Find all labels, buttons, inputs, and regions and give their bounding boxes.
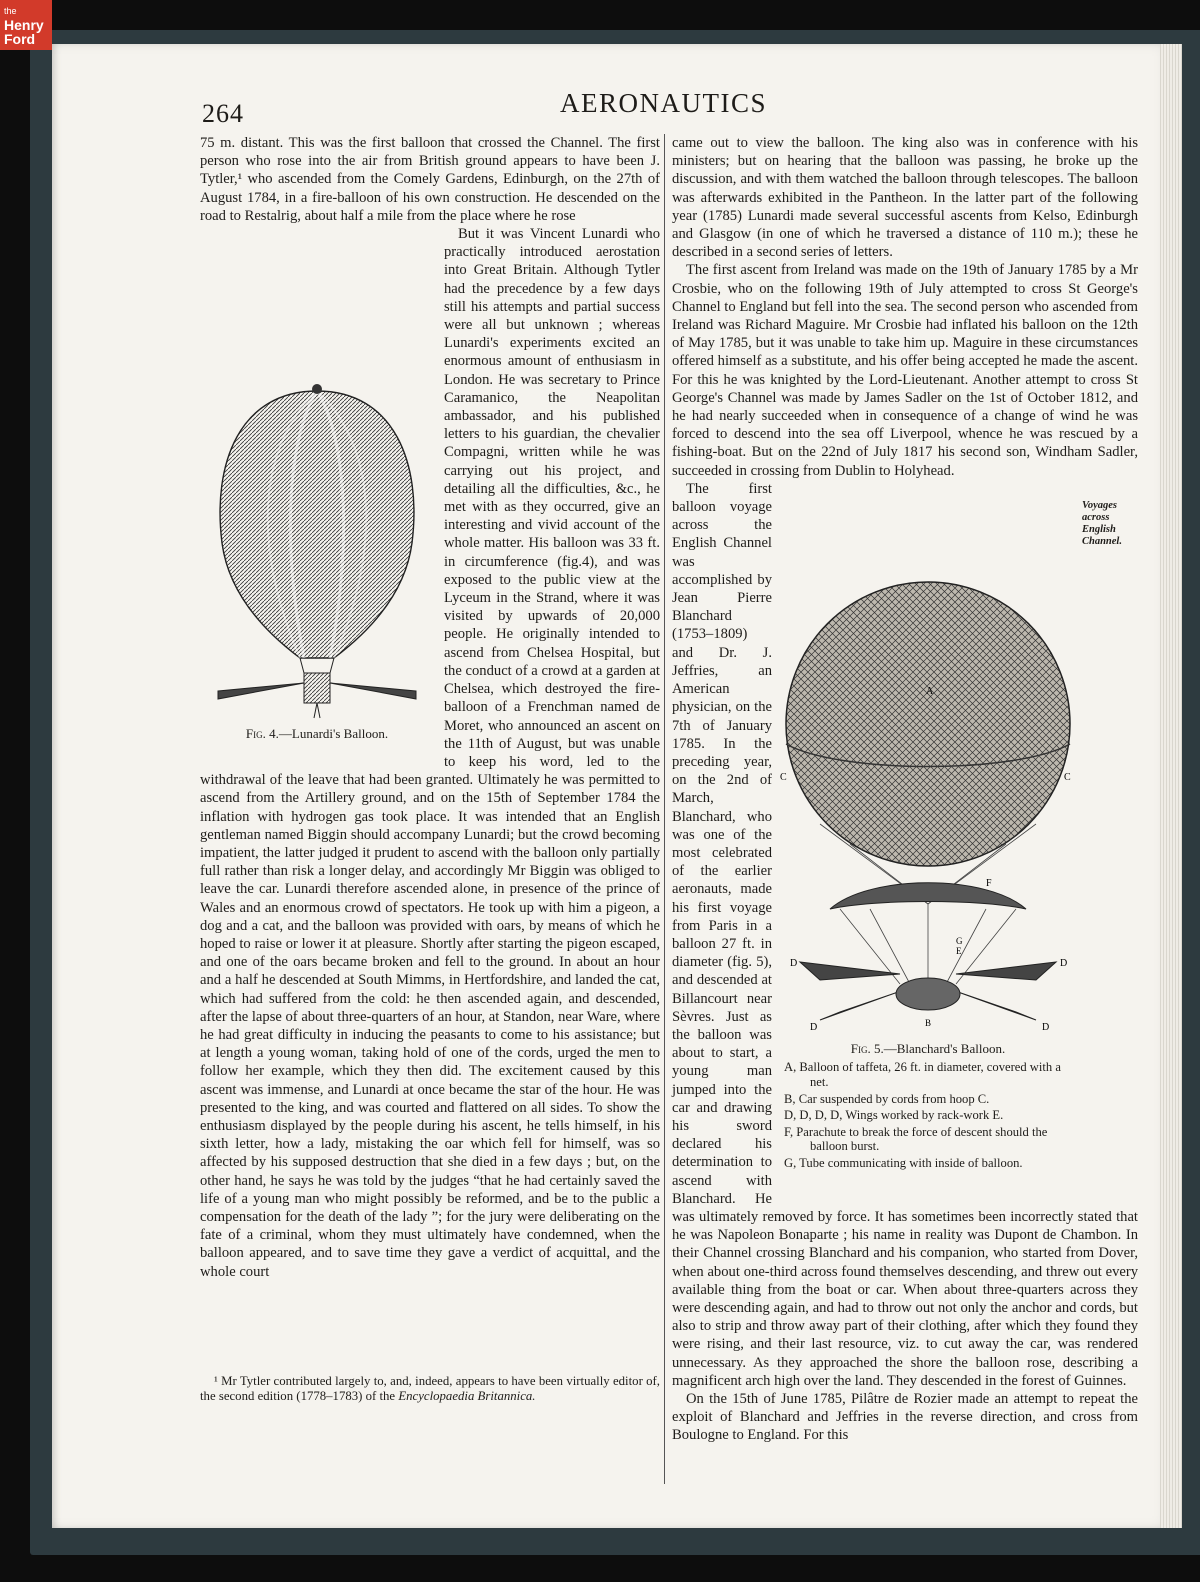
label-b: B [925,1017,932,1028]
paragraph: The first balloon voyage across the English Channel was accomplished by Jean Pierre Blanchard (1753–1809) and Dr. J. Jeffries, an American physician, on the 7th of January 1785. In the preceding year, on the 2nd of March, Blanchard, who was one of the most celebrated of the earlier aeronauts, made his first voyage from Paris in a balloon 27 ft. in diameter (fig. 5), and descended at Billancourt near Sèvres. Just as the balloon was about to start, a young man jumped into the car and drawing his sword declared his determination to ascend with Blanchard. He was ultimately removed by force. It has sometimes been incorrectly stated that he was Napoleon Bonaparte ; his name in reality was Dupont de Chambon. In their Channel crossing Blanchard and his companion, who started from Dover, when about one-third across found themselves descending, and threw out every available thing from the boat or car. When about three-quarters across they were descending again, and had to throw out not only the anchor and cords, but also to strip and throw away part of their clothing, after which they found they were rising, and their last resource, viz. to cut away the car, was rendered unnecessary. As they approached the shore the balloon rose, describing a magnificent arch high over the land. They descended in the forest of Guinnes. [672,480,1138,1389]
paragraph: came out to view the balloon. The king also was in conference with his ministers; but on hearing that the balloon was passing, he broke up the discussion, and with them watched the balloon through telescopes. The balloon was afterwards exhibited in the Pantheon. In the latter part of the following year (1785) Lunardi made several successful ascents from Kelso, Edinburgh and Glasgow (in one of which he traversed a distance of 110 m.); these he described in a second series of letters. [672,135,1138,261]
label-d-4: D [1042,1021,1050,1033]
figure-4-caption: Fig. 4.—Lunardi's Balloon. [245,726,389,742]
label-g: G [956,935,963,946]
paragraph: But it was Vincent Lunardi who practically introduced aerostation into Great Britain. Although Tytler had the precedence by a few days still his attempts and partial success were all but unknown ; whereas Lunardi's experiments excited an enormous amount of enthusiasm in London. He was secretary to Prince Caramanico, the Neapolitan ambassador, and his published letters to his guardian, the chevalier Compagni, written while he was carrying out his project, and detailing all the difficulties, &c., he met with as they occurred, give an interesting and vivid account of the whole matter. His balloon was 33 ft. in circumference (fig.4), and was exposed to the public view at the Lyceum in the Strand, where it was visited by upwards of 20,000 people. He originally intended to ascend from Chelsea Hospital, but the conduct of a crowd at a garden at Chelsea, which destroyed the fire-balloon of a Frenchman named de Moret, who announced an ascent on the 11th of August, but was unable to keep his word, led to the withdrawal of the leave that had been granted. Ultimately he was permitted to ascend from the Artillery ground, and on the 15th of September 1784 the inflation with hydrogen gas took place. It was intended that an English gentleman named Biggin should accompany Lunardi; but the crowd becoming impatient, the latter judged it prudent to ascend with the balloon only partially full rather than risk a longer delay, and accordingly Mr Biggin was obliged to leave the car. Lunardi therefore ascended alone, in presence of the prince of Wales and an enormous crowd of spectators. He took up with him a pigeon, a dog and a cat, and the balloon was provided with oars, by means of which he hoped to raise or lower it at pleasure. Shortly after starting the pigeon escaped, and one of the oars became broken and fell to the ground. In about an hour and a half he descended at South Mimms, in Hertfordshire, and landed the cat, which had suffered from the cold: he then ascended again, and descended, after the lapse of about three-quarters of an hour, at Standon, near Ware, where he had great difficulty in inducing the peasants to come to his assistance; but at length a young woman, taking hold of one of the cords, urged the men to follow her example, which they then did. The excitement caused by this ascent was immense, and Lunardi at once became the star of the hour. He was presented to the king, and was courted and flattered on all sides. To show the enthusiasm displayed by the people during his ascent, he tells himself, in his sixth letter, how a lady, mistaking the oar which fell for himself, was so affected by his supposed destruction that she died in a few days ; but, on the other hand, he says he was told by the judges “that he had certainly saved the life of a young man who might possibly be reformed, and be to the public a compensation for the death of the lady ”; for the jury were deliberating on the fate of a criminal, whom they must ultimately have condemned, when the balloon appeared, and to save time they gave a verdict of acquittal, and the whole court [200,226,660,1280]
column-rule [664,134,665,1484]
paragraph: 75 m. distant. This was the first balloon that crossed the Channel. The first person who rose into the air from British ground appears to have been J. Tytler,¹ who ascended from the Comely Gardens, Edinburgh, on the 27th of August 1784, in a fire-balloon of his own construction. He descended on the road to Restalrig, about half a mile from the place where he rose [200,135,660,224]
label-d-3: D [810,1021,818,1033]
page-edge [1160,44,1182,1528]
henry-ford-logo: the Henry Ford [0,0,52,50]
label-f: F [986,877,992,889]
lunardi-balloon-illustration [200,373,434,723]
legend-item: G, Tube communicating with inside of balloon. [784,1156,1023,1171]
label-c-right: C [1064,771,1071,783]
figure-4 [200,373,434,753]
figure-5-legend [780,1060,1076,1170]
figure-5-caption: Fig. 5.—Blanchard's Balloon. [850,1040,1006,1056]
paragraph: On the 15th of June 1785, Pilâtre de Rozier made an attempt to repeat the exploit of Blanchard and Jeffries in the reverse direction, and cross from Boulogne to England. For this [672,1391,1138,1444]
page-number: 264 [202,99,244,128]
legend-item: D, D, D, D, Wings worked by rack-work E. [784,1108,1004,1123]
legend-item: B, Car suspended by cords from hoop C. [784,1091,990,1106]
running-head: AERONAUTICS [560,88,768,118]
figure-5 [780,574,1076,1198]
label-e: E [956,945,962,956]
blanchard-balloon-illustration [780,574,1076,1042]
legend-item: A, Balloon of taffeta, 26 ft. in diameter, covered with a net. [784,1060,1061,1090]
paragraph: The first ascent from Ireland was made on the 19th of January 1785 by a Mr Crosbie, who on the following 19th of July attempted to cross St George's Channel to England but fell into the sea. The second person who ascended from Ireland was Richard Maguire. Mr Crosbie had inflated his balloon on the 12th of May 1785, but it was unable to take him up. Maguire in these circumstances offered himself as a substitute, and his offer being accepted he made the ascent. For this he was knighted by the Lord-Lieutenant. Another attempt to cross St George's Channel was made by James Sadler on the 1st of October 1812, and he had nearly succeeded when in consequence of a change of wind he was forced to descend into the sea off Liverpool, whence he was rescued by a fishing-boat. But on the 22nd of July 1817 his second son, Windham Sadler, succeeded in crossing from Dublin to Holyhead. [672,262,1138,479]
label-a: A [926,685,934,697]
marginal-note: Voyages across English Channel. [1082,499,1122,547]
label-c-left: C [780,771,787,783]
footnote: ¹ Mr Tytler contributed largely to, and, indeed, appears to have been virtually editor of, the second edition (1778–1783) of the Encyclopaedia Britannica. [200,1374,660,1403]
right-column [672,134,1138,1445]
book-page [52,44,1182,1528]
left-column [200,134,660,1281]
legend-item: F, Parachute to break the force of descent should the balloon burst. [784,1124,1048,1154]
label-d-1: D [790,957,798,969]
label-d-2: D [1060,957,1068,969]
